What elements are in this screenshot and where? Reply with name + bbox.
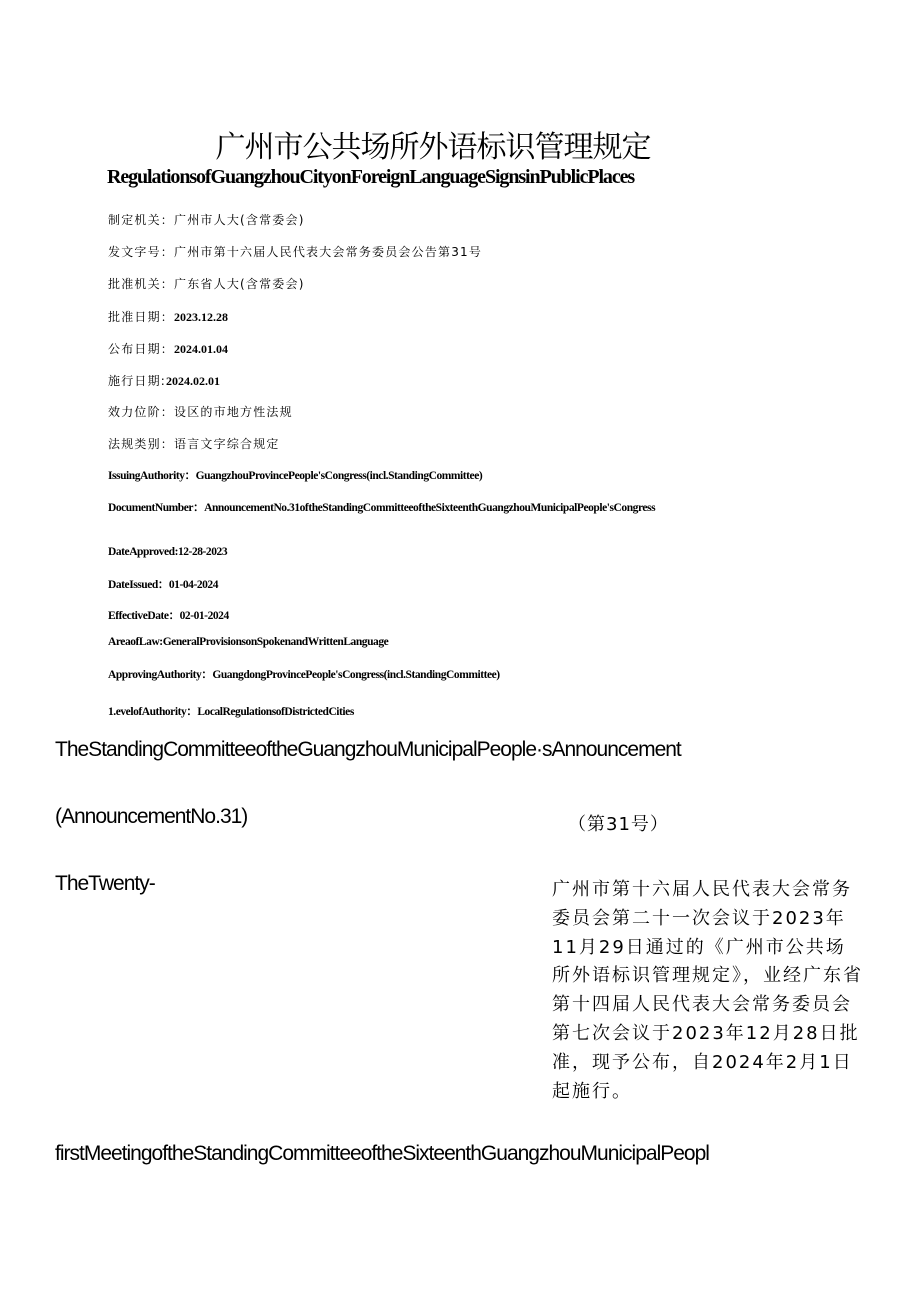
meta-value: 2024.02.01	[166, 374, 221, 388]
meta-en-approving-authority: ApprovingAuthority：GuangdongProvincePeople'sCongress(incl.StandingCommittee)	[108, 669, 500, 681]
meta-en-issuing-authority: IssuingAuthority：GuangzhouProvincePeople'sCongress(incl.StandingCommittee)	[108, 470, 483, 482]
paragraph-chinese: 广州市第十六届人民代表大会常务委员会第二十一次会议于2023年11月29日通过的《广州市公共场所外语标识管理规定》，业经广东省第十四届人民代表大会常务委员会第七次会议于2023年12月28日批准，现予公布，自2024年2月1日起施行。	[552, 879, 863, 1102]
meta-label: 批准机关：	[108, 277, 175, 291]
announcement-number-chinese: （第31号）	[568, 814, 669, 835]
meta-en-date-approved: DateApproved:12-28-2023	[108, 546, 228, 558]
meta-regulation-category	[108, 435, 280, 452]
paragraph-english-continued: firstMeetingoftheStandingCommitteeoftheSixteenthGuangzhouMunicipalPeopl	[55, 1142, 709, 1165]
meta-level-of-authority	[108, 403, 293, 420]
meta-label: 制定机关：	[108, 213, 175, 227]
meta-value: 2023.12.28	[174, 310, 229, 324]
meta-document-number	[108, 243, 482, 260]
meta-en-level-of-authority: 1.evelofAuthority：LocalRegulationsofDistrictedCities	[108, 706, 354, 718]
meta-value: 广东省人大(含常委会)	[174, 277, 305, 291]
paragraph-english-start: TheTwenty-	[55, 872, 155, 895]
meta-effective-date	[108, 372, 220, 389]
meta-value: 广州市人大(含常委会)	[174, 213, 305, 227]
meta-value: 广州市第十六届人民代表大会常务委员会公告第31号	[174, 245, 483, 259]
document-title-english: RegulationsofGuangzhouCityonForeignLanguageSignsinPublicPlaces	[107, 166, 635, 188]
announcement-number-english: (AnnouncementNo.31)	[55, 805, 248, 828]
meta-label: 效力位阶：	[108, 405, 175, 419]
meta-value: 语言文字综合规定	[174, 437, 280, 451]
meta-approval-date	[108, 308, 228, 325]
meta-label: 批准日期：	[108, 310, 175, 324]
meta-value: 设区的市地方性法规	[174, 405, 293, 419]
meta-label: 公布日期：	[108, 342, 175, 356]
meta-publication-date	[108, 340, 228, 357]
meta-en-date-issued: DateIssued：01-04-2024	[108, 579, 219, 591]
document-title-chinese: 广州市公共场所外语标识管理规定	[215, 130, 651, 165]
meta-enacting-authority	[108, 211, 305, 228]
meta-en-effective-date: EffectiveDate：02-01-2024	[108, 610, 229, 622]
meta-approving-authority	[108, 275, 305, 292]
announcement-heading: TheStandingCommitteeoftheGuangzhouMunicipalPeople·sAnnouncement	[55, 738, 681, 761]
meta-en-area-of-law: AreaofLaw:GeneralProvisionsonSpokenandWrittenLanguage	[108, 636, 389, 648]
meta-value: 2024.01.04	[174, 342, 229, 356]
meta-en-document-number: DocumentNumber：AnnouncementNo.31oftheStandingCommitteeoftheSixteenthGuangzhouMunicipalPeople'sCongress	[108, 502, 656, 514]
meta-label: 施行日期:	[108, 374, 167, 388]
meta-label: 发文字号：	[108, 245, 175, 259]
meta-label: 法规类别：	[108, 437, 175, 451]
